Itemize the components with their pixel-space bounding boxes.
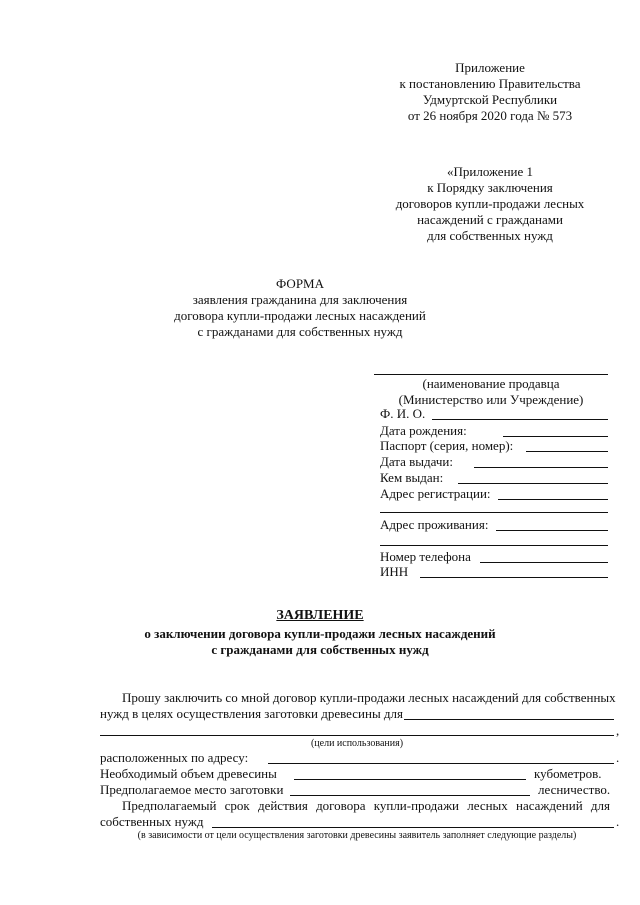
residence-address-label: Адрес проживания: (380, 517, 489, 532)
volume-label: Необходимый объем древесины (100, 766, 277, 781)
comma: , (616, 723, 620, 738)
place-field[interactable] (290, 795, 530, 796)
place-unit: лесничество. (538, 782, 611, 797)
location-label: расположенных по адресу: (100, 750, 249, 765)
seller-caption: (наименование продавца (422, 376, 560, 391)
issue-date-label: Дата выдачи: (380, 454, 454, 469)
term-word: действия (257, 798, 308, 813)
form-subtitle-line: договора купли-продажи лесных насаждений (174, 308, 426, 323)
fio-label: Ф. И. О. (380, 406, 426, 421)
appendix1-line: к Порядку заключения (427, 180, 553, 195)
appendix-header (360, 60, 620, 124)
purpose-field[interactable] (404, 719, 614, 720)
term-word: лесных (467, 798, 508, 813)
appendix1-line: насаждений с гражданами (417, 212, 563, 227)
own-needs-label: собственных нужд (100, 814, 204, 829)
appendix-line: Приложение (455, 60, 525, 75)
period: . (616, 750, 620, 765)
appendix1-header (360, 164, 620, 244)
term-word: договора (316, 798, 366, 813)
phone-label: Номер телефона (380, 549, 471, 564)
registration-address-field-2[interactable] (380, 512, 608, 513)
form-title (150, 276, 450, 340)
birth-date-field[interactable] (503, 436, 608, 437)
form-heading: ФОРМА (276, 276, 324, 291)
passport-field[interactable] (526, 451, 608, 452)
form-subtitle-line: заявления гражданина для заключения (192, 292, 408, 307)
seller-name-line[interactable] (374, 374, 608, 375)
term-word: насаждений (516, 798, 583, 813)
appendix1-line: договоров купли-продажи лесных (395, 196, 585, 211)
volume-field[interactable] (294, 779, 526, 780)
location-field[interactable] (268, 763, 614, 764)
inn-field[interactable] (420, 577, 608, 578)
inn-label: ИНН (380, 564, 409, 579)
purpose-caption: (цели использования) (310, 738, 404, 749)
appendix1-line: «Приложение 1 (446, 164, 534, 179)
passport-label: Паспорт (серия, номер): (380, 438, 514, 453)
statement-line: о заключении договора купли-продажи лесных насаждений (144, 626, 496, 641)
term-word: срок (224, 798, 250, 813)
request-text-line1: Прошу заключить со мной договор купли-продажи лесных насаждений для собственных (122, 690, 616, 705)
statement-line: с гражданами для собственных нужд (211, 642, 429, 657)
issued-by-field[interactable] (458, 483, 608, 484)
purpose-field-2[interactable] (100, 735, 614, 736)
residence-address-field[interactable] (496, 530, 608, 531)
request-text-line2: нужд в целях осуществления заготовки древесины для (100, 706, 404, 721)
appendix-line: Удмуртской Республики (422, 92, 558, 107)
term-field[interactable] (212, 827, 614, 828)
volume-unit: кубометров. (534, 766, 602, 781)
registration-address-label: Адрес регистрации: (380, 486, 491, 501)
term-word: для (590, 798, 610, 813)
term-text (122, 798, 610, 814)
statement-title (80, 608, 560, 658)
sections-note: (в зависимости от цели осуществления заготовки древесины заявитель заполняет следующие разделы) (137, 830, 577, 841)
appendix-line: к постановлению Правительства (399, 76, 581, 91)
issued-by-label: Кем выдан: (380, 470, 444, 485)
term-word: Предполагаемый (122, 798, 217, 813)
term-word: купли-продажи (373, 798, 460, 813)
seller-caption: (Министерство или Учреждение) (398, 392, 584, 407)
period: . (616, 814, 620, 829)
issue-date-field[interactable] (474, 467, 608, 468)
fio-field[interactable] (432, 419, 608, 420)
birth-date-label: Дата рождения: (380, 423, 467, 438)
form-subtitle-line: с гражданами для собственных нужд (197, 324, 403, 339)
residence-address-field-2[interactable] (380, 545, 608, 546)
phone-field[interactable] (480, 562, 608, 563)
appendix-line: от 26 ноября 2020 года № 573 (407, 108, 573, 123)
registration-address-field[interactable] (498, 499, 608, 500)
statement-heading: ЗАЯВЛЕНИЕ (276, 608, 364, 623)
place-label: Предполагаемое место заготовки (100, 782, 284, 797)
appendix1-line: для собственных нужд (427, 228, 553, 243)
